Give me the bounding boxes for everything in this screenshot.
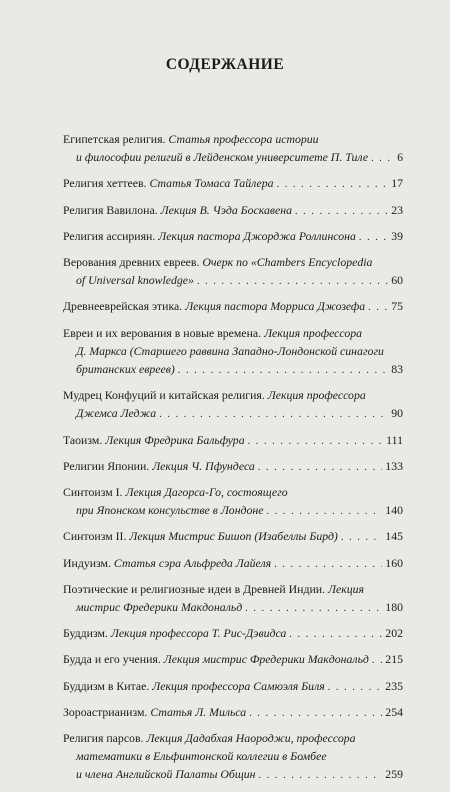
toc-entry: [63, 227, 403, 247]
toc-line-text: [63, 297, 365, 315]
entry-heading: Верования древних евреев.: [63, 255, 200, 270]
entry-source: и члена Английской Палаты Общин: [76, 767, 256, 782]
entry-heading: Религии Японии.: [63, 458, 150, 473]
toc-entry: [63, 174, 403, 194]
dot-leader: [245, 600, 382, 618]
toc-line-text: [63, 580, 364, 598]
page-number: 111: [386, 432, 403, 447]
entry-heading: Синтоизм I.: [63, 485, 123, 500]
toc-line-text: [63, 457, 255, 475]
toc-line-text: [63, 677, 325, 695]
dot-leader: [277, 176, 389, 194]
toc-entry: [63, 703, 403, 723]
entry-source: Статья Томаса Тайлера: [149, 176, 274, 191]
toc-line: [63, 483, 403, 501]
dot-leader: [295, 203, 388, 221]
entry-source: Лекция В. Чэда Боскавена: [160, 202, 292, 217]
toc-line-text: [63, 253, 372, 271]
toc-line: [63, 527, 403, 547]
toc-line: [63, 598, 403, 618]
toc-entry: [63, 580, 403, 618]
toc-line: [63, 580, 403, 598]
toc-line: [63, 148, 403, 168]
page-number: 90: [391, 406, 403, 421]
toc-line: [63, 227, 403, 247]
page-title: СОДЕРЖАНИЕ: [165, 56, 285, 73]
toc-line: [63, 324, 403, 342]
page-number: 133: [385, 458, 403, 473]
toc-line-text: [76, 501, 264, 519]
toc-line-text: [63, 703, 246, 721]
toc-line-text: [63, 174, 274, 192]
table-of-contents: [63, 130, 403, 792]
entry-source: Лекция Дадабхая Наороджи, профессора: [146, 731, 356, 746]
toc-entry: [63, 483, 403, 521]
toc-line-text: [63, 483, 288, 501]
toc-line-text: [76, 360, 175, 378]
toc-line-text: [76, 271, 194, 289]
toc-line-text: [76, 342, 384, 360]
toc-line-text: [76, 598, 242, 616]
toc-line-text: [76, 148, 368, 166]
toc-line-text: [63, 624, 286, 642]
toc-line-text: [63, 431, 245, 449]
entry-source: Лекция пастора Морриса Джозефа: [185, 299, 366, 314]
toc-line-text: [63, 527, 338, 545]
page-number: 145: [385, 529, 403, 544]
dot-leader: [267, 503, 383, 521]
dot-leader: [159, 406, 388, 424]
entry-source: Лекция профессора: [267, 388, 366, 403]
toc-entry: [63, 527, 403, 547]
toc-line: [63, 404, 403, 424]
entry-source: Лекция Ч. Пфундеса: [152, 458, 255, 473]
dot-leader: [258, 459, 382, 477]
entry-source: британских евреев): [76, 362, 175, 377]
entry-heading: Религия парсов.: [63, 731, 144, 746]
toc-line-text: [63, 227, 356, 245]
toc-entry: [63, 130, 403, 168]
page-number: 259: [385, 767, 403, 782]
toc-line: [63, 360, 403, 380]
page-number: 215: [385, 652, 403, 667]
entry-source: Очерк по «Chambers Encyclopedia: [202, 255, 373, 270]
toc-line: [63, 765, 403, 785]
toc-line-text: [63, 650, 369, 668]
dot-leader: [248, 433, 384, 451]
toc-line: [63, 457, 403, 477]
page-number: 235: [385, 678, 403, 693]
entry-source: Джемса Леджа: [76, 406, 157, 421]
entry-source: Лекция профессора Самюэля Биля: [152, 678, 325, 693]
toc-entry: [63, 386, 403, 424]
toc-entry: [63, 324, 403, 381]
entry-source: Лекция Мистрис Бишоп (Изабеллы Бирд): [129, 529, 338, 544]
toc-entry: [63, 297, 403, 317]
page-number: 60: [391, 273, 403, 288]
toc-line-text: [76, 747, 327, 765]
entry-source: Лекция пастора Джорджа Роллинсона: [158, 228, 356, 243]
entry-heading: Таоизм.: [63, 432, 103, 447]
entry-source: Лекция профессора Т. Рис-Дэвидса: [110, 626, 287, 641]
page-number: 83: [391, 362, 403, 377]
entry-source: Лекция: [328, 581, 365, 596]
page-number: 23: [391, 202, 403, 217]
entry-source: Д. Маркса (Старшего раввина Западно-Лондонской синагоги: [76, 343, 384, 358]
page-number: 180: [385, 600, 403, 615]
dot-leader: [371, 150, 394, 168]
dot-leader: [259, 767, 383, 785]
entry-source: Статья профессора истории: [168, 132, 319, 146]
toc-entry: [63, 729, 403, 786]
toc-line-text: [63, 201, 292, 219]
dot-leader: [368, 299, 388, 317]
toc-entry: [63, 554, 403, 574]
dot-leader: [341, 529, 382, 547]
toc-entry: [63, 201, 403, 221]
dot-leader: [178, 362, 388, 380]
toc-line-text: [63, 554, 271, 572]
toc-line: [63, 501, 403, 521]
entry-heading: Евреи и их верования в новые времена.: [63, 325, 262, 340]
toc-line: [63, 271, 403, 291]
toc-line: [63, 130, 403, 148]
dot-leader: [372, 652, 382, 670]
entry-heading: Древнееврейская этика.: [63, 299, 183, 314]
entry-source: при Японском консульстве в Лондоне: [76, 503, 264, 518]
toc-line-text: [76, 765, 256, 783]
dot-leader: [328, 679, 383, 697]
toc-line-text: [63, 386, 366, 404]
toc-entry: [63, 677, 403, 697]
toc-line: [63, 554, 403, 574]
toc-line: [63, 650, 403, 670]
entry-heading: Буддизм в Китае.: [63, 678, 150, 693]
dot-leader: [274, 556, 382, 574]
toc-entry: [63, 457, 403, 477]
toc-line-text: [63, 729, 356, 747]
entry-source: Лекция профессора: [264, 325, 363, 340]
entry-source: Лекция Дагорса-Го, состоящего: [125, 485, 288, 500]
toc-line: [63, 624, 403, 644]
dot-leader: [359, 229, 388, 247]
entry-source: и философии религий в Лейденском университете П. Тиле: [76, 150, 369, 165]
entry-source: Лекция Фредрика Бальфура: [105, 432, 245, 447]
toc-line: [63, 253, 403, 271]
page-number: 17: [391, 176, 403, 191]
toc-entry: [63, 431, 403, 451]
page-number: 202: [385, 626, 403, 641]
entry-heading: Будда и его учения.: [63, 652, 161, 667]
entry-heading: Зороастрианизм.: [63, 704, 148, 719]
entry-heading: Индуизм.: [63, 555, 111, 570]
page-number: 75: [391, 299, 403, 314]
entry-source: of Universal knowledge»: [76, 273, 194, 288]
toc-line: [63, 729, 403, 747]
page-number: 39: [391, 228, 403, 243]
toc-line: [63, 431, 403, 451]
entry-source: Статья сэра Альфреда Лайеля: [113, 555, 272, 570]
entry-source: мистрис Фредерики Макдональд: [76, 600, 243, 615]
dot-leader: [289, 626, 382, 644]
entry-source: Лекция мистрис Фредерики Макдональд: [163, 652, 369, 667]
entry-heading: Религия хеттеев.: [63, 176, 147, 191]
toc-line: [63, 174, 403, 194]
entry-heading: Поэтические и религиозные идеи в Древней Индии.: [63, 581, 326, 596]
dot-leader: [249, 705, 382, 723]
toc-line-text: [63, 130, 319, 148]
entry-heading: Синтоизм II.: [63, 529, 127, 544]
toc-line: [63, 747, 403, 765]
page-number: 140: [385, 503, 403, 518]
entry-heading: Египетская религия.: [63, 132, 166, 146]
entry-heading: Буддизм.: [63, 626, 108, 641]
toc-line-text: [63, 324, 362, 342]
entry-heading: Мудрец Конфуций и китайская религия.: [63, 388, 265, 403]
toc-line: [63, 342, 403, 360]
toc-entry: [63, 650, 403, 670]
entry-source: математики в Ельфинтонской коллегии в Бомбее: [76, 749, 327, 764]
page-number: 254: [385, 704, 403, 719]
toc-line: [63, 386, 403, 404]
dot-leader: [197, 273, 388, 291]
toc-line: [63, 703, 403, 723]
entry-source: Статья Л. Мильса: [150, 704, 247, 719]
toc-line: [63, 201, 403, 221]
toc-line: [63, 677, 403, 697]
page-number: 160: [385, 555, 403, 570]
toc-line: [63, 297, 403, 317]
toc-entry: [63, 253, 403, 291]
entry-heading: Религия Вавилона.: [63, 202, 158, 217]
toc-entry: [63, 624, 403, 644]
entry-heading: Религия ассириян.: [63, 228, 156, 243]
toc-line-text: [76, 404, 156, 422]
page-number: 6: [397, 150, 403, 165]
